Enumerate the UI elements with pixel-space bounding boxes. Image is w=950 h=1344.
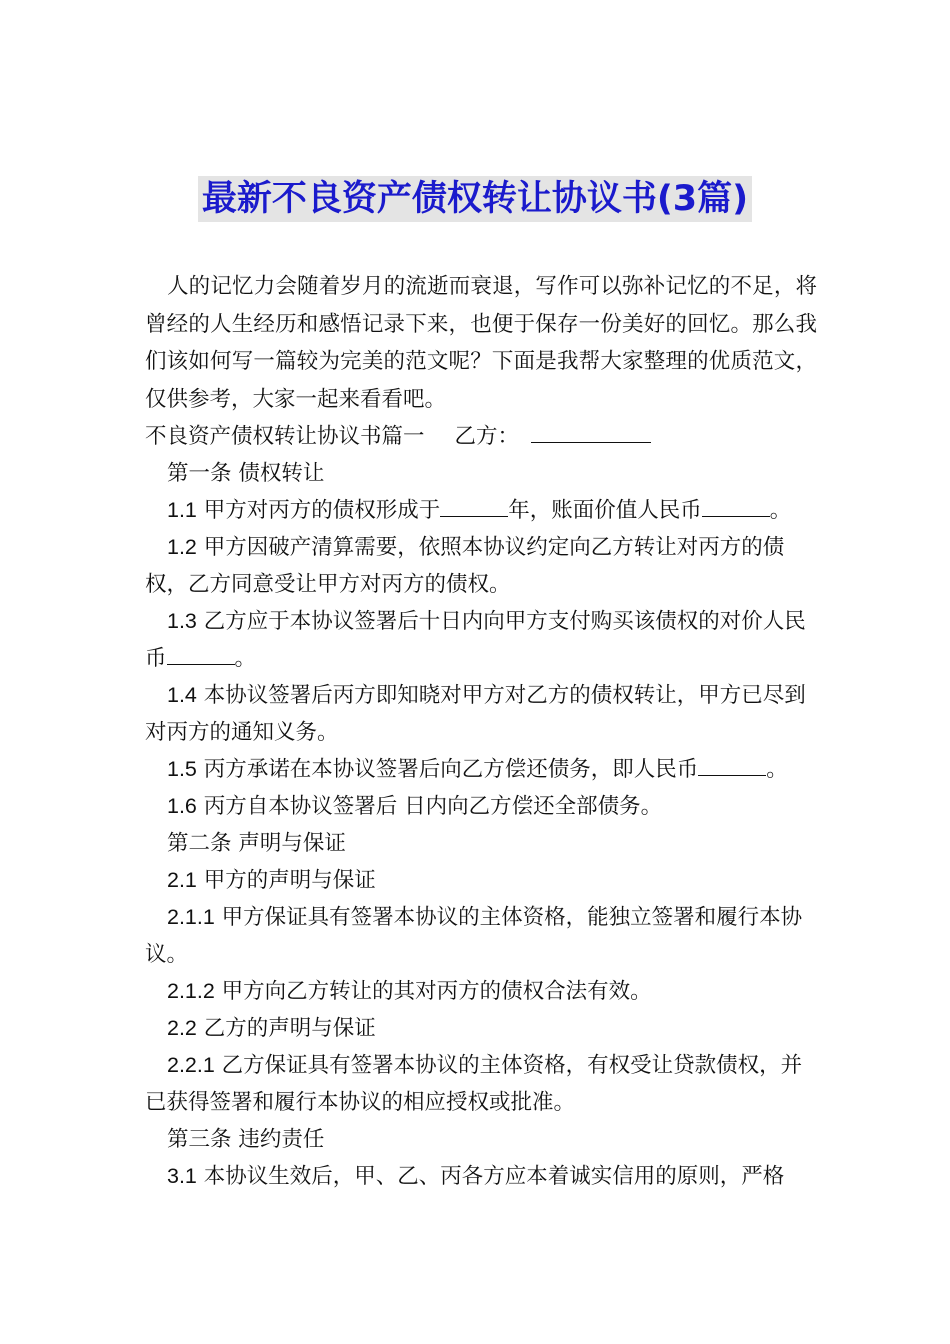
- clause-number: 1.3: [167, 609, 197, 633]
- clause-text: 丙方承诺在本协议签署后向乙方偿还债务，即人民币: [203, 757, 699, 782]
- clause-3-1: [145, 1158, 817, 1195]
- clause-text: 乙方应于本协议签署后十日内向甲方支付购买该债权的对价人民币: [145, 609, 806, 671]
- clause-text: 甲方向乙方转让的其对丙方的债权合法有效。: [221, 979, 652, 1004]
- year-blank: [440, 515, 508, 517]
- clause-2-2-1: [145, 1047, 817, 1121]
- title-container: [0, 176, 950, 222]
- clause-1-3: [145, 603, 817, 677]
- clause-number: 2.1: [167, 868, 197, 892]
- clause-text: 年，账面价值人民币: [508, 498, 702, 523]
- clause-text: 本协议签署后丙方即知晓对甲方对乙方的债权转让，甲方已尽到对丙方的通知义务。: [145, 683, 806, 745]
- clause-1-2: [145, 529, 817, 603]
- document-body: [145, 268, 817, 1195]
- clause-2-1-1: [145, 899, 817, 973]
- clause-text: 。: [769, 498, 792, 523]
- document-title: 最新不良资产债权转让协议书(3篇): [198, 176, 752, 222]
- clause-number: 1.6: [167, 794, 197, 818]
- clause-number: 1.5: [167, 757, 197, 781]
- clause-number: 3.1: [167, 1164, 197, 1188]
- intro-paragraph: 人的记忆力会随着岁月的流逝而衰退，写作可以弥补记忆的不足，将曾经的人生经历和感悟记录下来，也便于保存一份美好的回忆。那么我们该如何写一篇较为完美的范文呢？下面是我帮大家整理的优质范文，仅供参考，大家一起来看看吧。: [145, 274, 817, 412]
- clause-number: 1.2: [167, 535, 197, 559]
- clause-text: 甲方因破产清算需要，依照本协议约定向乙方转让对丙方的债权，乙方同意受让甲方对丙方的债权。: [145, 535, 785, 597]
- clause-text: 甲方的声明与保证: [203, 868, 376, 893]
- clause-1-5: [145, 751, 817, 788]
- clause-text: 甲方对丙方的债权形成于: [203, 498, 441, 523]
- clause-text: 乙方保证具有签署本协议的主体资格，有权受让贷款债权，并已获得签署和履行本协议的相应授权或批准。: [145, 1053, 803, 1115]
- clause-text: 本协议生效后，甲、乙、丙各方应本着诚实信用的原则，严格: [203, 1164, 785, 1189]
- clause-text: 乙方的声明与保证: [203, 1016, 376, 1041]
- party-b-blank: [531, 441, 651, 443]
- clause-2-2: [145, 1010, 817, 1047]
- clause-1-1: [145, 492, 817, 529]
- clause-text: 甲方保证具有签署本协议的主体资格，能独立签署和履行本协议。: [145, 905, 803, 967]
- clause-text: 。: [766, 757, 788, 782]
- clause-number: 1.1: [167, 498, 197, 522]
- amount-blank: [702, 515, 770, 517]
- clause-number: 2.1.1: [167, 905, 215, 929]
- clause-2-1: [145, 862, 817, 899]
- section-heading-line: [145, 418, 817, 455]
- price-blank: [167, 663, 235, 665]
- clause-number: 1.4: [167, 683, 197, 707]
- clause-2-1-2: [145, 973, 817, 1010]
- clause-text: 丙方自本协议签署后 日内向乙方偿还全部债务。: [203, 794, 663, 819]
- clause-number: 2.1.2: [167, 979, 215, 1003]
- clause-1-6: [145, 788, 817, 825]
- section-heading: 不良资产债权转让协议书篇一: [145, 424, 425, 449]
- article-1-heading: 第一条 债权转让: [167, 461, 325, 486]
- clause-number: 2.2: [167, 1016, 197, 1040]
- clause-text: 。: [234, 646, 257, 671]
- clause-1-4: [145, 677, 817, 751]
- article-2-heading: 第二条 声明与保证: [167, 831, 346, 856]
- party-b-label: 乙方：: [454, 424, 520, 449]
- article-3-heading: 第三条 违约责任: [167, 1127, 325, 1152]
- clause-number: 2.2.1: [167, 1053, 215, 1077]
- repay-blank: [698, 774, 766, 776]
